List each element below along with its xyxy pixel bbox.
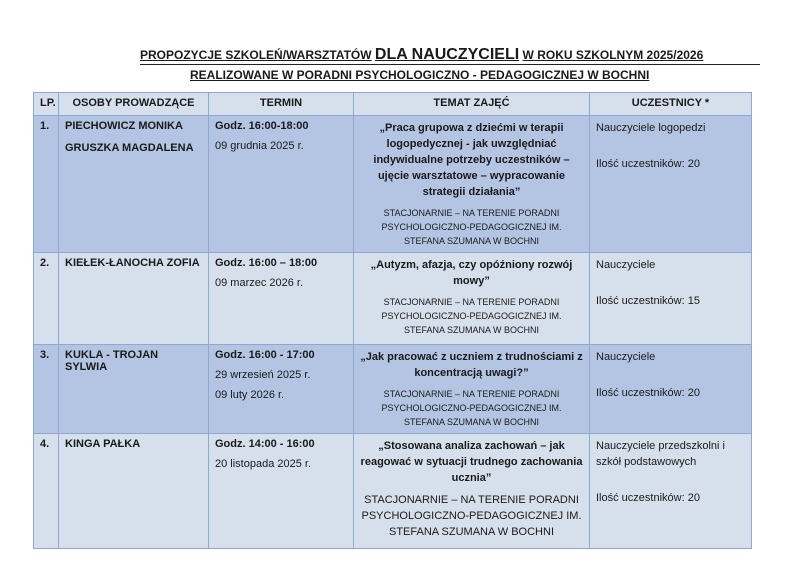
topic-title: „Stosowana analiza zachowań – jak reagować w sytuacji trudnego zachowania ucznia” <box>360 440 583 484</box>
person-name: PIECHOWICZ MONIKA <box>65 120 183 132</box>
participants-count: Ilość uczestników: 15 <box>596 295 700 307</box>
topic-cell <box>354 434 590 549</box>
table-row <box>34 253 752 345</box>
table-row <box>34 345 752 434</box>
participants-group: Nauczyciele przedszkolni i szkół podstawowych <box>596 440 725 468</box>
location: STACJONARNIE – NA TERENIE PORADNI PSYCHOLOGICZNO-PEDAGOGICZNEJ IM. STEFANA SZUMANA W BOCHNI <box>381 389 562 427</box>
topic-cell <box>354 253 590 345</box>
person-name: KINGA PAŁKA <box>65 438 141 450</box>
person-name: KIEŁEK-ŁANOCHA ZOFIA <box>65 257 200 269</box>
topic-title: „Autyzm, afazja, czy opóźniony rozwój mowy” <box>370 259 573 287</box>
date: 09 marzec 2026 r. <box>215 277 304 289</box>
person-name: KUKLA - TROJAN SYLWIA <box>65 349 159 373</box>
participants-group: Nauczyciele <box>596 259 656 271</box>
row-number: 4. <box>34 434 59 549</box>
term-cell <box>209 253 354 345</box>
participants-count: Ilość uczestników: 20 <box>596 492 700 504</box>
table-row <box>34 434 752 549</box>
date: 09 grudnia 2025 r. <box>215 140 304 152</box>
title-part-1: PROPOZYCJE SZKOLEŃ/WARSZTATÓW <box>140 48 372 62</box>
row-number: 1. <box>34 116 59 253</box>
title-part-3: W ROKU SZKOLNYM 2025/2026 <box>522 48 704 62</box>
time-range: Godz. 16:00-18:00 <box>215 120 309 132</box>
participants-group: Nauczyciele logopedzi <box>596 122 706 134</box>
time-range: Godz. 16:00 – 18:00 <box>215 257 318 269</box>
participants-cell <box>590 253 752 345</box>
col-header-participants: UCZESTNICY * <box>590 93 752 116</box>
col-header-lp: LP. <box>34 93 59 116</box>
persons-cell <box>59 434 209 549</box>
col-header-term: TERMIN <box>209 93 354 116</box>
participants-cell <box>590 116 752 253</box>
term-cell <box>209 434 354 549</box>
participants-count: Ilość uczestników: 20 <box>596 158 700 170</box>
persons-cell <box>59 116 209 253</box>
title-part-2: DLA NAUCZYCIELI <box>374 46 520 63</box>
date: 09 luty 2026 r. <box>215 389 285 401</box>
location: STACJONARNIE – NA TERENIE PORADNI PSYCHOLOGICZNO-PEDAGOGICZNEJ IM. STEFANA SZUMANA W BOCHNI <box>381 297 562 335</box>
participants-count: Ilość uczestników: 20 <box>596 387 700 399</box>
term-cell <box>209 116 354 253</box>
topic-title: „Praca grupowa z dziećmi w terapii logopedycznej - jak uwzględniać indywidualne potrzeby uczestników – ujęcie warsztatowe – wypracowanie strategii działania” <box>373 122 570 198</box>
document-subtitle: REALIZOWANE W PORADNI PSYCHOLOGICZNO - PEDAGOGICZNEJ W BOCHNI <box>190 68 650 82</box>
date: 29 wrzesień 2025 r. <box>215 369 311 381</box>
row-number: 3. <box>34 345 59 434</box>
location: STACJONARNIE – NA TERENIE PORADNI PSYCHOLOGICZNO-PEDAGOGICZNEJ IM. STEFANA SZUMANA W BOCHNI <box>361 494 582 538</box>
participants-cell <box>590 434 752 549</box>
title-rule <box>140 64 760 65</box>
participants-cell <box>590 345 752 434</box>
table-header-row <box>34 93 752 116</box>
person-name: GRUSZKA MAGDALENA <box>65 142 194 154</box>
persons-cell <box>59 253 209 345</box>
date: 20 listopada 2025 r. <box>215 458 312 470</box>
location: STACJONARNIE – NA TERENIE PORADNI PSYCHOLOGICZNO-PEDAGOGICZNEJ IM. STEFANA SZUMANA W BOCHNI <box>381 208 562 246</box>
document-title <box>140 46 760 66</box>
col-header-topic: TEMAT ZAJĘĆ <box>354 93 590 116</box>
participants-group: Nauczyciele <box>596 351 656 363</box>
col-header-persons: OSOBY PROWADZĄCE <box>59 93 209 116</box>
training-table <box>33 92 752 549</box>
row-number: 2. <box>34 253 59 345</box>
persons-cell <box>59 345 209 434</box>
topic-cell <box>354 345 590 434</box>
topic-cell <box>354 116 590 253</box>
topic-title: „Jak pracować z uczniem z trudnościami z koncentracją uwagi?” <box>360 351 583 379</box>
time-range: Godz. 14:00 - 16:00 <box>215 438 315 450</box>
table-row <box>34 116 752 253</box>
time-range: Godz. 16:00 - 17:00 <box>215 349 315 361</box>
term-cell <box>209 345 354 434</box>
